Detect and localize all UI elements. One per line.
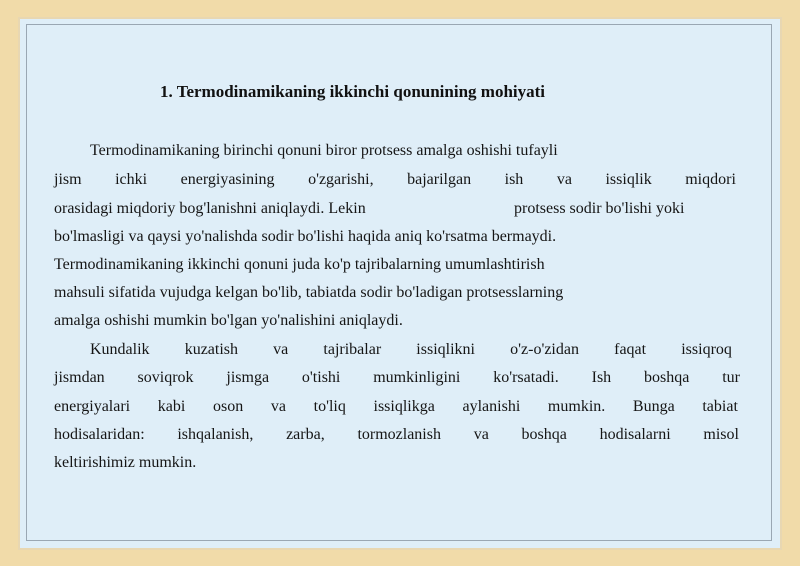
- word: oson: [212, 398, 244, 415]
- word: misol: [703, 426, 739, 443]
- word: va: [556, 171, 572, 188]
- word: bajarilgan: [407, 171, 472, 188]
- word: tajribalar: [323, 341, 382, 358]
- word: kabi: [157, 398, 186, 415]
- text-line: Termodinamikaning birinchi qonuni biror protsess amalga oshishi tufayli: [90, 142, 558, 159]
- word: hodisalaridan:: [54, 426, 145, 443]
- text-line: [54, 397, 738, 417]
- word: aylanishi: [462, 398, 521, 415]
- word: jism: [54, 171, 82, 188]
- text-line: bo'lmasligi va qaysi yo'nalishda sodir bo'lishi haqida aniq ko'rsatma bermaydi.: [54, 228, 557, 245]
- word: issiqlik: [605, 171, 652, 188]
- word: energiyasining: [180, 171, 275, 188]
- word: o'z-o'zidan: [510, 341, 579, 358]
- word: soviqrok: [137, 369, 194, 386]
- text-line: orasidagi miqdoriy bog'lanishni aniqlaydi. Lekin: [54, 200, 366, 217]
- word: ko'rsatadi.: [493, 369, 559, 386]
- text-line: [90, 340, 732, 360]
- word: issiqlikni: [416, 341, 475, 358]
- page-title: 1. Termodinamikaning ikkinchi qonunining mohiyati: [160, 82, 546, 101]
- word: boshqa: [644, 369, 690, 386]
- word: Ish: [591, 369, 612, 386]
- word: kuzatish: [184, 341, 239, 358]
- word: issiqlikga: [373, 398, 435, 415]
- word: ish: [504, 171, 524, 188]
- text-line: keltirishimiz mumkin.: [54, 454, 197, 471]
- word: va: [273, 341, 289, 358]
- word: tur: [722, 369, 740, 386]
- text-line: Termodinamikaning ikkinchi qonuni juda ko'p tajribalarning umumlashtirish: [54, 256, 545, 273]
- word: energiyalari: [54, 398, 131, 415]
- word: ishqalanish,: [177, 426, 254, 443]
- word: o'tishi: [301, 369, 341, 386]
- word: ichki: [115, 171, 148, 188]
- word: va: [473, 426, 489, 443]
- word: zarba,: [286, 426, 325, 443]
- word: mumkin.: [547, 398, 606, 415]
- word: mumkinligini: [373, 369, 461, 386]
- text-line: mahsuli sifatida vujudga kelgan bo'lib, tabiatda sodir bo'ladigan protsesslarning: [54, 284, 564, 301]
- word: jismdan: [54, 369, 105, 386]
- word: o'zgarishi,: [308, 171, 374, 188]
- word: tormozlanish: [357, 426, 441, 443]
- text-line: protsess sodir bo'lishi yoki: [514, 200, 685, 217]
- word: miqdori: [685, 171, 736, 188]
- word: faqat: [614, 341, 647, 358]
- word: Bunga: [632, 398, 675, 415]
- text-line: amalga oshishi mumkin bo'lgan yo'nalishini aniqlaydi.: [54, 312, 403, 329]
- word: hodisalarni: [599, 426, 671, 443]
- word: Kundalik: [90, 341, 150, 358]
- word: boshqa: [521, 426, 567, 443]
- text-line: [54, 425, 739, 445]
- word: jismga: [226, 369, 270, 386]
- word: va: [270, 398, 286, 415]
- text-line: [54, 368, 740, 388]
- text-line: [54, 170, 736, 190]
- word: issiqroq: [681, 341, 732, 358]
- word: to'liq: [313, 398, 346, 415]
- word: tabiat: [702, 398, 738, 415]
